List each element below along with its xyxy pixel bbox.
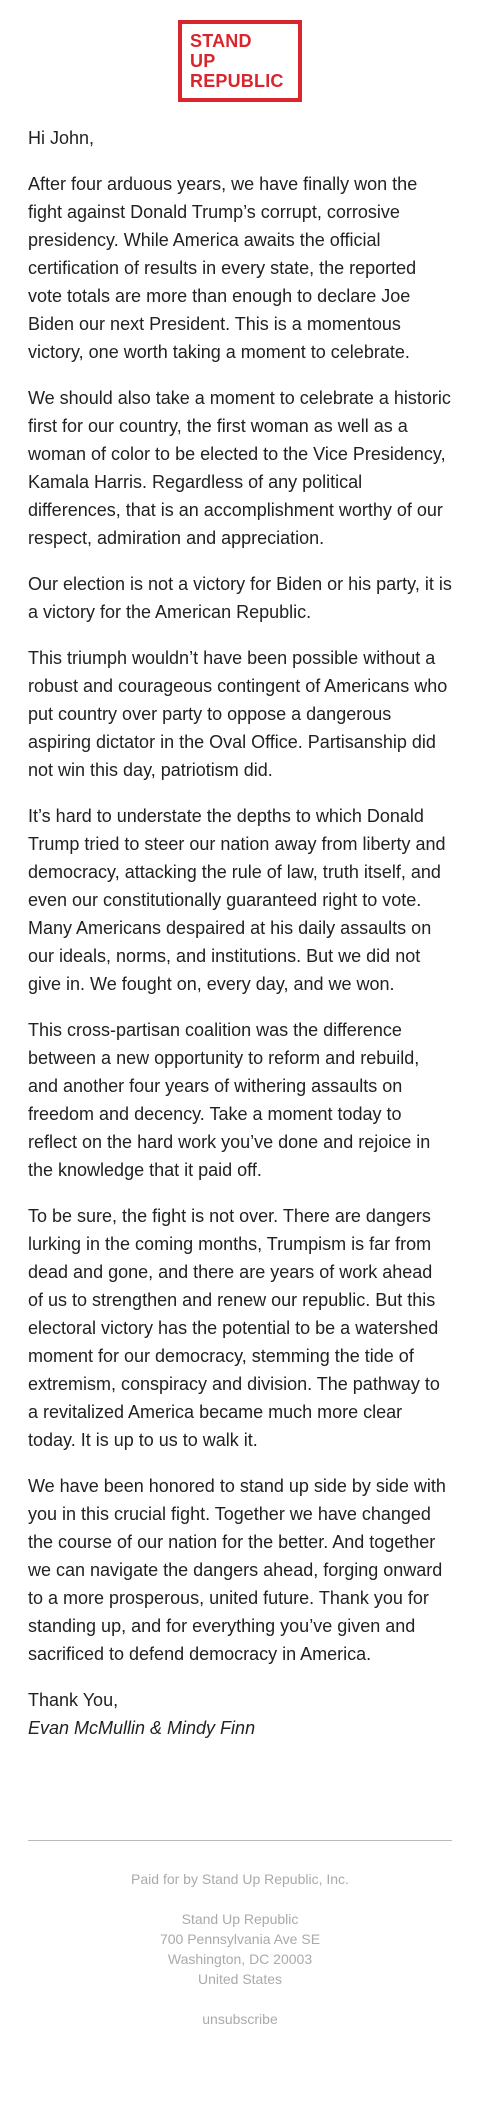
stand-up-republic-logo [178, 20, 302, 102]
paragraph: This triumph wouldn’t have been possible without a robust and courageous contingent of Americans who put country over party to oppose a dangerous aspiring dictator in the Oval Office. Partisanship did not win this day, patriotism did. [28, 648, 448, 780]
paragraph: We have been honored to stand up side by side with you in this crucial fight. Together we have changed the course of our nation for the better. And together we can navigate the dangers ahead, forging onward to a more prosperous, united future. Thank you for standing up, and for everything you’ve given and sacrificed to defend democracy in America. [28, 1476, 446, 1664]
paragraph: This cross-partisan coalition was the difference between a new opportunity to reform and rebuild, and another four years of withering assaults on freedom and decency. Take a moment today to reflect on the hard work you’ve done and rejoice in the knowledge that it paid off. [28, 1020, 431, 1180]
address-line: Stand Up Republic [181, 1911, 299, 1927]
signoff [28, 1686, 452, 1742]
unsubscribe-link[interactable]: unsubscribe [202, 2011, 278, 2027]
letter-body [0, 124, 480, 1742]
greeting: Hi John, [28, 128, 95, 148]
paragraph: Our election is not a victory for Biden or his party, it is a victory for the American Republic. [28, 574, 452, 622]
paragraph: It’s hard to understate the depths to which Donald Trump tried to steer our nation away from liberty and democracy, attacking the rule of law, truth itself, and even our constitutionally guaranteed right to vote. Many Americans despaired at his daily assaults on our ideals, norms, and institutions. But we did not give in. We fought on, every day, and we won. [28, 806, 446, 994]
paragraph: To be sure, the fight is not over. There are dangers lurking in the coming months, Trumpism is far from dead and gone, and there are years of work ahead of us to strengthen and renew our republic. But this electoral victory has the potential to be a watershed moment for our democracy, stemming the tide of extremism, conspiracy and division. The pathway to a revitalized America became much more clear today. It is up to us to walk it. [28, 1206, 440, 1450]
footer-divider [28, 1840, 452, 1841]
logo-line-3: REPUBLIC [190, 71, 284, 91]
closing: Thank You, [28, 1690, 119, 1710]
signers: Evan McMullin & Mindy Finn [28, 1718, 256, 1738]
logo-line-2: UP [190, 51, 216, 71]
mailing-address [0, 1909, 480, 1989]
address-line: Washington, DC 20003 [167, 1951, 313, 1967]
paragraph: After four arduous years, we have finally won the fight against Donald Trump’s corrupt, corrosive presidency. While America awaits the official certification of results in every state, the reported vote totals are more than enough to declare Joe Biden our next President. This is a momentous victory, one worth taking a moment to celebrate. [28, 174, 418, 362]
paid-for-notice: Paid for by Stand Up Republic, Inc. [131, 1871, 349, 1887]
address-line: 700 Pennsylvania Ave SE [159, 1931, 321, 1947]
address-line: United States [197, 1971, 283, 1987]
logo-line-1: STAND [190, 31, 252, 51]
paragraph: We should also take a moment to celebrate a historic first for our country, the first woman as well as a woman of color to be elected to the Vice Presidency, Kamala Harris. Regardless of any political differences, that is an accomplishment worthy of our respect, admiration and appreciation. [28, 388, 451, 548]
footer [0, 1869, 480, 2029]
header [0, 0, 480, 102]
